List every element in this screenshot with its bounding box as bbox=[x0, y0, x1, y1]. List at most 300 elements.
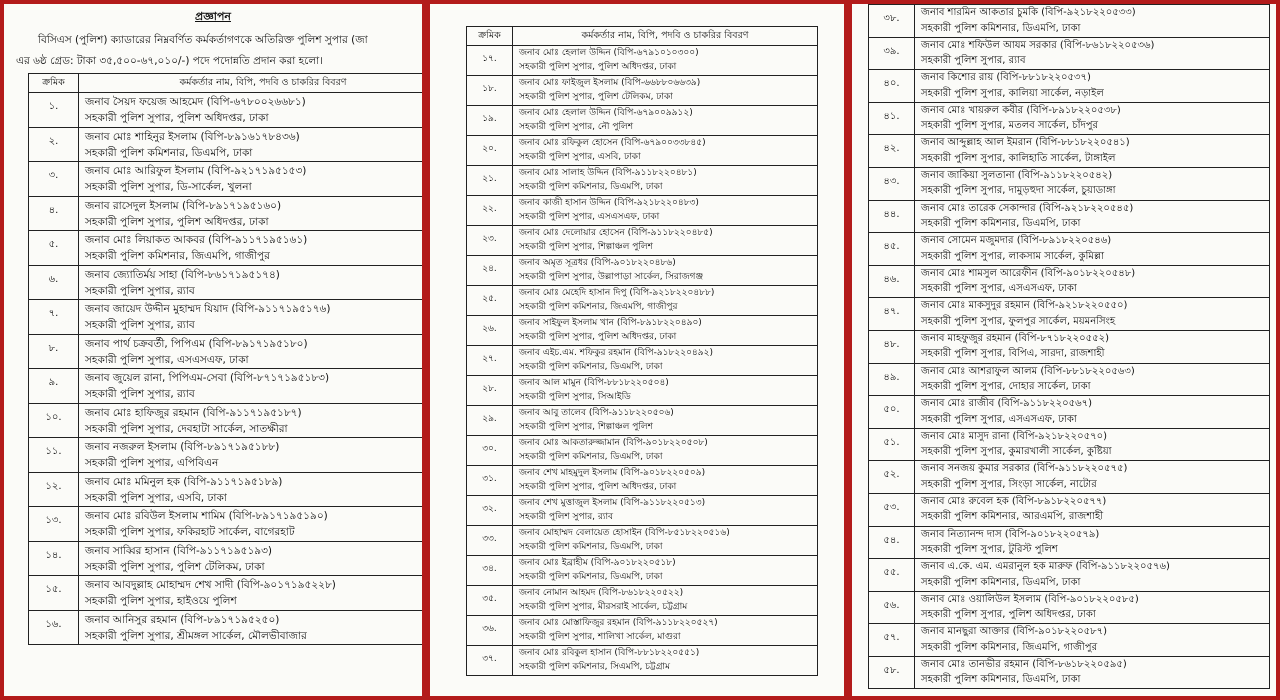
serial-number: ৫৮. bbox=[869, 656, 915, 689]
officer-name-bp: জনাব শারমিন আকতার চুমকি (বিপি-৯২১৮২২০৫৩৩) bbox=[921, 7, 1136, 18]
officer-post: সহকারী পুলিশ কমিশনার, ডিএমপি, ঢাকা bbox=[519, 362, 663, 372]
officer-post: সহকারী পুলিশ কমিশনার, ডিএমপি, ঢাকা bbox=[519, 542, 663, 552]
officer-details bbox=[79, 576, 423, 611]
officer-details bbox=[79, 334, 423, 369]
serial-number: ২. bbox=[29, 127, 79, 162]
serial-number: ১০. bbox=[29, 403, 79, 438]
table-row bbox=[29, 265, 423, 300]
table-row bbox=[869, 428, 1270, 461]
serial-number: ৫০. bbox=[869, 396, 915, 429]
serial-number: ৫১. bbox=[869, 428, 915, 461]
officer-post: সহকারী পুলিশ কমিশনার, ডিএমপি, ঢাকা bbox=[519, 572, 663, 582]
officer-name-bp: জনাব শেখ মুত্তাজুল ইসলাম (বিপি-৯১১৮২২০৫১৩) bbox=[519, 498, 706, 508]
table-row bbox=[869, 591, 1270, 624]
officer-name-bp: জনাব রাসেদুল ইসলাম (বিপি-৮৯১৭১৯৫১৬০) bbox=[85, 199, 282, 212]
officer-details bbox=[513, 616, 818, 646]
officer-details bbox=[915, 298, 1270, 331]
officer-name-bp: জনাব এ.কে. এম. এমরানুল হক মারুফ (বিপি-৯১১৮২২০৫৭৬) bbox=[921, 561, 1170, 573]
officer-post: সহকারী পুলিশ সুপার, শিল্পাঞ্চল পুলিশ bbox=[519, 242, 653, 252]
serial-number: ৩৮. bbox=[869, 5, 915, 38]
serial-number: ৫৪. bbox=[869, 526, 915, 559]
officer-details bbox=[513, 256, 818, 286]
serial-number: ৬. bbox=[29, 265, 79, 300]
officer-name-bp: জনাব নোমান আহমদ (বিপি-৮৬১৮২২০৫২২) bbox=[519, 588, 684, 598]
officer-details bbox=[79, 438, 423, 473]
table-row bbox=[869, 624, 1270, 657]
officer-details bbox=[79, 231, 423, 266]
officer-details bbox=[79, 162, 423, 197]
serial-number: ২৭. bbox=[467, 346, 513, 376]
table-row bbox=[869, 526, 1270, 559]
serial-number: ২০. bbox=[467, 136, 513, 166]
officer-details bbox=[513, 106, 818, 136]
officer-post: সহকারী পুলিশ সুপার, পুলিশ টেলিকম, ঢাকা bbox=[85, 560, 265, 573]
officer-name-bp: জনাব মোহাম্মদ বেলায়েত হোসাইন (বিপি-৮৫১৮২২০৫১৬) bbox=[519, 528, 730, 538]
officer-name-bp: জনাব নজরুল ইসলাম (বিপি-৮৯১৭১৯৫১৮৮) bbox=[85, 441, 280, 453]
table-row bbox=[29, 472, 423, 507]
table-row bbox=[467, 556, 818, 586]
serial-number: ২১. bbox=[467, 166, 513, 196]
document-page-1 bbox=[4, 4, 422, 696]
serial-number: ১৫. bbox=[29, 576, 79, 611]
officer-name-bp: জনাব পার্থ চক্রবর্তী, পিপিএম (বিপি-৮৯১৭১৯৫১৮০) bbox=[85, 337, 308, 350]
serial-number: ৫৩. bbox=[869, 493, 915, 526]
table-row bbox=[467, 166, 818, 196]
officer-name-bp: জনাব মোঃ রফিকুল হোসেন (বিপি-৬৭৯০০৩৩৮৪৫) bbox=[519, 138, 706, 148]
officer-post: সহকারী পুলিশ সুপার, এসএসএফ, ঢাকা bbox=[85, 353, 249, 366]
table-row bbox=[869, 37, 1270, 70]
table-row bbox=[869, 363, 1270, 396]
officer-post: সহকারী পুলিশ কমিশনার, ডিএমপি, ঢাকা bbox=[921, 576, 1081, 588]
column-header-serial: ক্রমিক bbox=[467, 27, 513, 46]
table-row bbox=[467, 106, 818, 136]
officer-post: সহকারী পুলিশ কমিশনার, সিএমপি, চট্টগ্রাম bbox=[519, 662, 671, 672]
serial-number: ৫৬. bbox=[869, 591, 915, 624]
serial-number: ৩২. bbox=[467, 496, 513, 526]
officer-post: সহকারী পুলিশ সুপার, নৌ পুলিশ bbox=[519, 122, 634, 132]
serial-number: ৪৯. bbox=[869, 363, 915, 396]
officer-details bbox=[915, 493, 1270, 526]
officer-details bbox=[79, 93, 423, 128]
table-row bbox=[29, 438, 423, 473]
officer-details bbox=[513, 526, 818, 556]
officer-post: সহকারী পুলিশ সুপার, সিআইডি bbox=[519, 392, 631, 402]
officer-post: সহকারী পুলিশ সুপার, সিংড়া সার্কেল, নাটোর bbox=[921, 478, 1097, 490]
serial-number: ৮. bbox=[29, 334, 79, 369]
table-row bbox=[29, 610, 423, 645]
notice-intro-line-2: এর ৬ষ্ঠ গ্রেড: টাকা ৩৫,৫০০-৬৭,০১০/-) পদে পদোন্নতি প্রদান করা হলো। bbox=[16, 55, 323, 67]
serial-number: ১১. bbox=[29, 438, 79, 473]
table-row bbox=[869, 559, 1270, 592]
officer-name-bp: জনাব আবদুল্লাহ মোহাম্মদ শেখ সাদী (বিপি-৯০১৭১৯৫২২৮) bbox=[85, 579, 336, 591]
officer-post: সহকারী পুলিশ কমিশনার, জিএমপি, গাজীপুর bbox=[921, 641, 1098, 653]
officer-name-bp: জনাব মোঃ মাকসুদুর রহমান (বিপি-৯২১৮২২০৫৫০) bbox=[921, 300, 1128, 312]
table-row bbox=[467, 196, 818, 226]
table-row bbox=[29, 162, 423, 197]
officer-details bbox=[513, 346, 818, 376]
officer-post: সহকারী পুলিশ সুপার, র‍্যাব bbox=[85, 388, 195, 400]
officer-name-bp: জনাব সাইফুল ইসলাম খান (বিপি-৮৯১৮২২০৪৯০) bbox=[519, 318, 702, 328]
officer-post: সহকারী পুলিশ সুপার, পুলিশ অধিদপ্তর, ঢাকা bbox=[85, 112, 269, 124]
officer-post: সহকারী পুলিশ সুপার, ফকিরহাট সার্কেল, বাগেরহাট bbox=[85, 526, 295, 538]
officer-details bbox=[915, 624, 1270, 657]
table-row bbox=[29, 196, 423, 231]
table-row bbox=[467, 436, 818, 466]
officer-post: সহকারী পুলিশ সুপার, শালিখা সার্কেল, মাগুরা bbox=[519, 632, 681, 642]
officer-name-bp: জনাব সৈয়দ ফয়েজ আহমেদ (বিপি-৬৭৮০০২৬৬৮১) bbox=[85, 96, 306, 108]
officer-table-2 bbox=[466, 26, 818, 676]
officer-post: সহকারী পুলিশ সুপার, এসবি, ঢাকা bbox=[519, 152, 641, 162]
officer-name-bp: জনাব মোঃ শাহিনুর ইসলাম (বিপি-৮৯১৬১৭৮৪৩৬) bbox=[85, 130, 300, 143]
table-row bbox=[467, 226, 818, 256]
officer-details bbox=[79, 472, 423, 507]
serial-number: ১. bbox=[29, 93, 79, 128]
officer-details bbox=[513, 76, 818, 106]
table-row bbox=[467, 616, 818, 646]
table-row bbox=[467, 256, 818, 286]
officer-post: সহকারী পুলিশ কমিশনার, ডিএমপি, ঢাকা bbox=[85, 146, 253, 159]
officer-name-bp: জনাব জুয়েল রানা, পিপিএম-সেবা (বিপি-৮৭১৭১৯৫১৮৩) bbox=[85, 372, 330, 384]
officer-name-bp: জনাব মোঃ তারেক সেকান্দার (বিপি-৯২১৮২২০৫৪৫) bbox=[921, 202, 1134, 214]
officer-name-bp: জনাব মোঃ ফাইজুল ইসলাম (বিপি-৬৬৮৮০৬৬৩৯) bbox=[519, 78, 701, 88]
officer-details bbox=[915, 5, 1270, 38]
officer-post: সহকারী পুলিশ সুপার, পুলিশ অধিদপ্তর, ঢাকা bbox=[519, 62, 677, 72]
officer-post: সহকারী পুলিশ সুপার, কুমারখালী সার্কেল, কুষ্টিয়া bbox=[921, 446, 1112, 458]
officer-post: সহকারী পুলিশ সুপার, র‍্যাব bbox=[85, 284, 195, 297]
serial-number: ১৪. bbox=[29, 541, 79, 576]
officer-name-bp: জনাব সোমেন মজুমদার (বিপি-৮৯১৮২২০৫৪৬) bbox=[921, 235, 1112, 247]
officer-post: সহকারী পুলিশ সুপার, কালিহাতি সার্কেল, টাঙ্গাইল bbox=[921, 152, 1116, 164]
officer-post: সহকারী পুলিশ সুপার, এসএসএফ, ঢাকা bbox=[921, 283, 1077, 295]
table-row bbox=[869, 461, 1270, 494]
officer-name-bp: জনাব আল মামুন (বিপি-৮৮১৮২২০৫০৪) bbox=[519, 378, 669, 388]
officer-details bbox=[915, 591, 1270, 624]
officer-name-bp: জনাব মোঃ রবিউল ইসলাম শামিম (বিপি-৮৯১৭১৯৫১৯০) bbox=[85, 510, 328, 522]
officer-post: সহকারী পুলিশ সুপার, হাইওয়ে পুলিশ bbox=[85, 595, 237, 607]
officer-name-bp: জনাব মোঃ মেহেদি হাসান দিপু (বিপি-৯২১৮২২০৪৮৮) bbox=[519, 288, 715, 298]
officer-post: সহকারী পুলিশ সুপার, পুলিশ অধিদপ্তর, ঢাকা bbox=[519, 482, 677, 492]
officer-details bbox=[513, 646, 818, 676]
officer-post: সহকারী পুলিশ সুপার, শিল্পাঞ্চল পুলিশ bbox=[519, 422, 653, 432]
officer-post: সহকারী পুলিশ সুপার, মতলব সার্কেল, চাঁদপুর bbox=[921, 120, 1099, 132]
table-row bbox=[29, 507, 423, 542]
officer-name-bp: জনাব মোঃ লিয়াকত আকবর (বিপি-৯১১৭১৯৫১৬১) bbox=[85, 234, 308, 246]
officer-details bbox=[915, 396, 1270, 429]
officer-details bbox=[79, 265, 423, 300]
officer-details bbox=[915, 656, 1270, 689]
table-row bbox=[467, 646, 818, 676]
serial-number: ২৮. bbox=[467, 376, 513, 406]
table-row bbox=[29, 300, 423, 335]
table-row bbox=[29, 403, 423, 438]
officer-post: সহকারী পুলিশ সুপার, এসএসএফ, ঢাকা bbox=[519, 212, 660, 222]
officer-post: সহকারী পুলিশ কমিশনার, আরএমপি, রাজশাহী bbox=[921, 511, 1104, 523]
serial-number: ৩৫. bbox=[467, 586, 513, 616]
table-row bbox=[869, 5, 1270, 38]
officer-post: সহকারী পুলিশ কমিশনার, ডিএমপি, ঢাকা bbox=[519, 452, 663, 462]
officer-name-bp: জনাব জায়েদ উদ্দীন মুহাম্মদ যিয়াদ (বিপি-৯১১৭১৯৫১৭৬) bbox=[85, 303, 331, 315]
officer-name-bp: জনাব এইচ.এম. শফিকুর রহমান (বিপি-৯১৮২২০৪৯২) bbox=[519, 348, 713, 358]
serial-number: ৩৩. bbox=[467, 526, 513, 556]
officer-post: সহকারী পুলিশ সুপার, দামুড়হুদা সার্কেল, চুয়াডাঙ্গা bbox=[921, 185, 1116, 197]
officer-details bbox=[513, 436, 818, 466]
officer-details bbox=[915, 461, 1270, 494]
officer-name-bp: জনাব নিত্যানন্দ দাস (বিপি-৯০১৮২২০৫৭৯) bbox=[921, 528, 1100, 540]
officer-details bbox=[513, 136, 818, 166]
table-row bbox=[869, 493, 1270, 526]
officer-post: সহকারী পুলিশ কমিশনার, ডিএমপি, ঢাকা bbox=[921, 674, 1081, 686]
serial-number: ৪৭. bbox=[869, 298, 915, 331]
officer-name-bp: জনাব মোঃ শফিউল আযম সরকার (বিপি-৮৬১৮২২০৫৩৬) bbox=[921, 39, 1155, 51]
serial-number: ৪৫. bbox=[869, 233, 915, 266]
officer-name-bp: জনাব কিশোর রায় (বিপি-৮৮১৮২২০৫৩৭) bbox=[921, 72, 1091, 84]
officer-name-bp: জনাব জ্যোতির্ময় সাহা (বিপি-৮৬১৭১৯৫১৭৪) bbox=[85, 268, 280, 281]
officer-post: সহকারী পুলিশ সুপার, পুলিশ অধিদপ্তর, ঢাকা bbox=[85, 215, 269, 228]
notice-intro-line-1: বিসিএস (পুলিশ) ক্যাডারের নিম্নবর্ণিত কর্মকর্তাগণকে অতিরিক্ত পুলিশ সুপার (জা bbox=[38, 34, 368, 46]
table-row bbox=[869, 167, 1270, 200]
serial-number: ৫২. bbox=[869, 461, 915, 494]
table-row bbox=[467, 286, 818, 316]
serial-number: ২৫. bbox=[467, 286, 513, 316]
officer-details bbox=[915, 428, 1270, 461]
officer-post: সহকারী পুলিশ সুপার, ডি-সার্কেল, খুলনা bbox=[85, 181, 252, 193]
officer-name-bp: জনাব আব্দুল্লাহ আল ইমরান (বিপি-৮৮১৮২২০৫৪১) bbox=[921, 137, 1130, 149]
table-row bbox=[467, 586, 818, 616]
serial-number: ২৪. bbox=[467, 256, 513, 286]
notice-title: প্রজ্ঞাপন bbox=[195, 10, 231, 23]
officer-name-bp: জনাব মোঃ রাজীব (বিপি-৯১১৮২২০৫৬৭) bbox=[921, 398, 1092, 410]
table-row bbox=[869, 102, 1270, 135]
officer-details bbox=[513, 466, 818, 496]
officer-name-bp: জনাব জাকিয়া সুলতানা (বিপি-৯১১৮২২০৫৪২) bbox=[921, 169, 1113, 181]
table-row bbox=[869, 233, 1270, 266]
table-row bbox=[29, 231, 423, 266]
officer-post: সহকারী পুলিশ সুপার, পুলিশ টেলিকম, ঢাকা bbox=[519, 92, 673, 102]
officer-name-bp: জনাব মোঃ হেলাল উদ্দিন (বিপি-৬৭৯১০১০৩০০) bbox=[519, 48, 699, 58]
officer-table-1 bbox=[28, 73, 422, 645]
officer-name-bp: জনাব মোঃ হেলাল উদ্দিন (বিপি-৬৭৯০০৯৯১২) bbox=[519, 108, 693, 118]
serial-number: ১৮. bbox=[467, 76, 513, 106]
officer-details bbox=[79, 507, 423, 542]
officer-post: সহকারী পুলিশ সুপার, ফুলপুর সার্কেল, ময়মনসিংহ bbox=[921, 315, 1116, 327]
officer-details bbox=[915, 526, 1270, 559]
officer-details bbox=[513, 316, 818, 346]
officer-post: সহকারী পুলিশ কমিশনার, জিএমপি, গাজীপুর bbox=[519, 302, 678, 312]
table-row bbox=[467, 466, 818, 496]
officer-details bbox=[915, 37, 1270, 70]
officer-name-bp: জনাব মোঃ তানভীর রহমান (বিপি-৮৬১৮২২০৫৯৫) bbox=[921, 658, 1127, 670]
officer-details bbox=[79, 196, 423, 231]
table-row bbox=[467, 376, 818, 406]
table-row bbox=[869, 298, 1270, 331]
table-row bbox=[29, 541, 423, 576]
officer-table-body bbox=[869, 5, 1270, 689]
serial-number: ৯. bbox=[29, 369, 79, 404]
table-row bbox=[467, 526, 818, 556]
serial-number: ৫৭. bbox=[869, 624, 915, 657]
officer-details bbox=[513, 376, 818, 406]
officer-details bbox=[513, 586, 818, 616]
officer-name-bp: জনাব মোঃ আশরাফুল আলম (বিপি-৮৮১৮২২০৫৬৩) bbox=[921, 365, 1135, 377]
table-row bbox=[467, 316, 818, 346]
serial-number: ২৯. bbox=[467, 406, 513, 436]
serial-number: ৫৫. bbox=[869, 559, 915, 592]
officer-details bbox=[915, 265, 1270, 298]
officer-name-bp: জনাব সাব্বির হাসান (বিপি-৯১১৭১৯৫১৯৩) bbox=[85, 544, 273, 557]
officer-post: সহকারী পুলিশ সুপার, পুলিশ অধিদপ্তর, ঢাকা bbox=[921, 609, 1096, 621]
table-row bbox=[869, 656, 1270, 689]
table-row bbox=[467, 406, 818, 436]
table-row bbox=[869, 135, 1270, 168]
officer-name-bp: জনাব আনিসুর রহমান (বিপি-৮৯১৭১৯৫২৫০) bbox=[85, 613, 280, 626]
serial-number: ৪. bbox=[29, 196, 79, 231]
table-row bbox=[869, 265, 1270, 298]
serial-number: ৭. bbox=[29, 300, 79, 335]
serial-number: ৩৯. bbox=[869, 37, 915, 70]
officer-name-bp: জনাব মোঃ রুবেল হক (বিপি-৮৯১৮২২০৫৭৭) bbox=[921, 495, 1107, 507]
serial-number: ৪৮. bbox=[869, 330, 915, 363]
officer-name-bp: জনাব মোঃ দেলোয়ার হোসেন (বিপি-৯১১৮২২০৪৮৫) bbox=[519, 228, 713, 238]
table-row bbox=[29, 576, 423, 611]
officer-post: সহকারী পুলিশ সুপার, দেবহাটা সার্কেল, সাতক্ষীরা bbox=[85, 422, 288, 435]
officer-name-bp: জনাব শেখ মাহমুদুল ইসলাম (বিপি-৯০১৮২২০৫০৯) bbox=[519, 468, 706, 478]
officer-name-bp: জনাব মোঃ ওয়ালিউল ইসলাম (বিপি-৯০১৮২২০৫৮৫) bbox=[921, 593, 1139, 605]
officer-name-bp: জনাব মোঃ মোস্তাফিজুর রহমান (বিপি-৯১১৮২২০৫২৭) bbox=[519, 618, 718, 628]
officer-table-3 bbox=[868, 4, 1270, 689]
serial-number: ১৭. bbox=[467, 46, 513, 76]
serial-number: ৩৬. bbox=[467, 616, 513, 646]
officer-table-body bbox=[29, 93, 423, 645]
officer-details bbox=[513, 226, 818, 256]
officer-name-bp: জনাব মোঃ সালাহ উদ্দিন (বিপি-৯১১৮২২০৪৮১) bbox=[519, 168, 697, 178]
officer-post: সহকারী পুলিশ সুপার, কালিয়া সার্কেল, নড়াইল bbox=[921, 87, 1104, 99]
officer-name-bp: জনাব মোঃ হাফিজুর রহমান (বিপি-৯১১৭১৯৫১৮৭) bbox=[85, 406, 302, 419]
table-row bbox=[869, 200, 1270, 233]
officer-name-bp: জনাব কাজী হাসান উদ্দিন (বিপি-৯২১৮২২০৪৮৩) bbox=[519, 198, 699, 208]
officer-details bbox=[915, 330, 1270, 363]
table-row bbox=[869, 330, 1270, 363]
serial-number: ১২. bbox=[29, 472, 79, 507]
officer-details bbox=[915, 135, 1270, 168]
officer-post: সহকারী পুলিশ সুপার, লাকসাম সার্কেল, কুমিল্লা bbox=[921, 250, 1104, 262]
officer-post: সহকারী পুলিশ সুপার, টুরিস্ট পুলিশ bbox=[921, 544, 1058, 555]
serial-number: ৩০. bbox=[467, 436, 513, 466]
officer-details bbox=[915, 233, 1270, 266]
serial-number: ৪১. bbox=[869, 102, 915, 135]
officer-details bbox=[79, 403, 423, 438]
officer-details bbox=[513, 286, 818, 316]
officer-details bbox=[513, 556, 818, 586]
table-row bbox=[467, 346, 818, 376]
table-row bbox=[29, 369, 423, 404]
officer-details bbox=[915, 102, 1270, 135]
officer-name-bp: জনাব মানছুরা আক্তার (বিপি-৯০১৮২২০৫৮৭) bbox=[921, 626, 1108, 638]
column-header-description: কর্মকর্তার নাম, বিপি, পদবি ও চাকরির বিবরণ bbox=[513, 27, 818, 46]
officer-details bbox=[513, 406, 818, 436]
officer-details bbox=[915, 559, 1270, 592]
officer-post: সহকারী পুলিশ সুপার, র‍্যাব bbox=[519, 512, 614, 522]
officer-post: সহকারী পুলিশ সুপার, দোহার সার্কেল, ঢাকা bbox=[921, 381, 1091, 393]
table-row bbox=[869, 70, 1270, 103]
officer-name-bp: জনাব আবু তালেব (বিপি-৯১১৮২২০৫০৬) bbox=[519, 408, 674, 418]
officer-table-body bbox=[467, 46, 818, 676]
officer-post: সহকারী পুলিশ সুপার, পুলিশ অধিদপ্তর, ঢাকা bbox=[519, 332, 677, 342]
officer-name-bp: জনাব মোঃ শামসুল আরেফীন (বিপি-৯০১৮২২০৫৪৮) bbox=[921, 267, 1136, 279]
serial-number: ১৯. bbox=[467, 106, 513, 136]
officer-details bbox=[79, 127, 423, 162]
officer-details bbox=[915, 200, 1270, 233]
officer-name-bp: জনাব মোঃ রবিকুল হাসান (বিপি-৮৮১৮২২০৫৫১) bbox=[519, 648, 700, 658]
officer-name-bp: জনাব মাহফুজুর রহমান (বিপি-৮৭১৮২২০৫৫২) bbox=[921, 332, 1109, 344]
officer-post: সহকারী পুলিশ সুপার, র‍্যাব bbox=[85, 319, 195, 331]
officer-details bbox=[513, 166, 818, 196]
serial-number: ৪০. bbox=[869, 70, 915, 103]
serial-number: ১৬. bbox=[29, 610, 79, 645]
officer-name-bp: জনাব মোঃ ইব্রাহীম (বিপি-৯০১৮২২০৫১৮) bbox=[519, 558, 676, 568]
officer-post: সহকারী পুলিশ সুপার, শ্রীমঙ্গল সার্কেল, মৌলভীবাজার bbox=[85, 629, 307, 642]
officer-details bbox=[79, 300, 423, 335]
table-row bbox=[467, 46, 818, 76]
table-row bbox=[869, 396, 1270, 429]
serial-number: ১৩. bbox=[29, 507, 79, 542]
officer-name-bp: জনাব মোঃ খায়রুল কবীর (বিপি-৮৯১৮২২০৫৩৮) bbox=[921, 104, 1121, 116]
table-row bbox=[467, 136, 818, 166]
table-row bbox=[29, 334, 423, 369]
serial-number: ৩৭. bbox=[467, 646, 513, 676]
officer-post: সহকারী পুলিশ কমিশনার, জিএমপি, গাজীপুর bbox=[85, 250, 270, 262]
officer-post: সহকারী পুলিশ সুপার, এপিবিএন bbox=[85, 457, 219, 469]
serial-number: ৩৪. bbox=[467, 556, 513, 586]
officer-post: সহকারী পুলিশ সুপার, মীরসরাই সার্কেল, চট্টগ্রাম bbox=[519, 602, 688, 612]
table-row bbox=[29, 93, 423, 128]
officer-details bbox=[79, 610, 423, 645]
officer-name-bp: জনাব মোঃ মমিনুল হক (বিপি-৯১১৭১৯৫১৮৯) bbox=[85, 475, 283, 488]
serial-number: ৪৪. bbox=[869, 200, 915, 233]
officer-post: সহকারী পুলিশ সুপার, এসএসএফ, ঢাকা bbox=[921, 413, 1077, 425]
officer-post: সহকারী পুলিশ সুপার, র‍্যাব bbox=[921, 55, 1026, 67]
serial-number: ২৩. bbox=[467, 226, 513, 256]
officer-details bbox=[79, 541, 423, 576]
serial-number: ৩১. bbox=[467, 466, 513, 496]
officer-post: সহকারী পুলিশ কমিশনার, ডিএমপি, ঢাকা bbox=[921, 218, 1081, 230]
officer-details bbox=[915, 167, 1270, 200]
officer-name-bp: জনাব অমৃত সূত্রধর (বিপি-৯০১৮২২০৪৮৬) bbox=[519, 258, 676, 268]
serial-number: ২৬. bbox=[467, 316, 513, 346]
officer-details bbox=[513, 196, 818, 226]
serial-number: ৫. bbox=[29, 231, 79, 266]
serial-number: ৪৩. bbox=[869, 167, 915, 200]
officer-details bbox=[513, 496, 818, 526]
table-row bbox=[467, 496, 818, 526]
document-page-2 bbox=[430, 4, 844, 696]
officer-name-bp: জনাব মোঃ আকতারুজ্জামান (বিপি-৯০১৮২২০৫০৮) bbox=[519, 438, 708, 448]
document-page-3 bbox=[852, 4, 1276, 696]
officer-post: সহকারী পুলিশ সুপার, উল্লাপাড়া সার্কেল, সিরাজগঞ্জ bbox=[519, 272, 704, 282]
officer-name-bp: জনাব মোঃ মাসুদ রানা (বিপি-৯২১৮২২০৫৭০) bbox=[921, 430, 1107, 442]
officer-post: সহকারী পুলিশ কমিশনার, ডিএমপি, ঢাকা bbox=[921, 22, 1081, 34]
serial-number: ৪২. bbox=[869, 135, 915, 168]
table-row bbox=[29, 127, 423, 162]
officer-details bbox=[915, 363, 1270, 396]
serial-number: ২২. bbox=[467, 196, 513, 226]
officer-details bbox=[915, 70, 1270, 103]
officer-name-bp: জনাব সনজয় কুমার সরকার (বিপি-৯১১৮২২০৫৭৫) bbox=[921, 463, 1128, 475]
officer-post: সহকারী পুলিশ সুপার, বিপিএ, সারদা, রাজশাহী bbox=[921, 348, 1105, 360]
officer-post: সহকারী পুলিশ সুপার, এসবি, ঢাকা bbox=[85, 491, 227, 504]
column-header-serial: ক্রমিক bbox=[29, 74, 79, 93]
officer-details bbox=[513, 46, 818, 76]
column-header-description: কর্মকর্তার নাম, বিপি, পদবি ও চাকরির বিবরণ bbox=[79, 74, 423, 93]
